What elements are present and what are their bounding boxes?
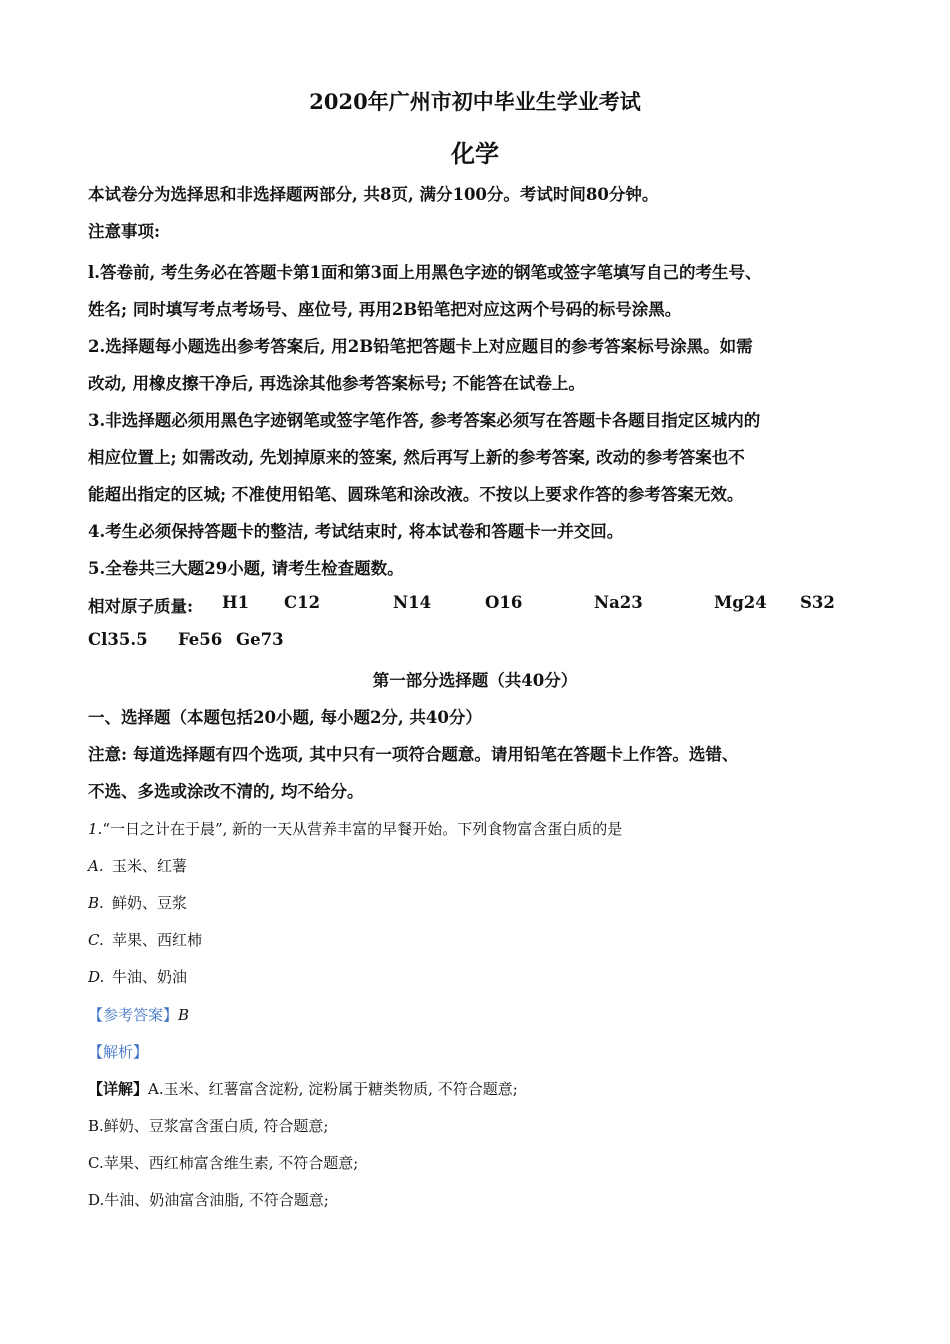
option-a bbox=[88, 855, 187, 876]
notice-line: 5.全卷共三大题29小题, 请考生检查题数。 bbox=[88, 559, 404, 578]
notice-line: 能超出指定的区城; 不准使用铅笔、圆珠笔和涂改液。不按以上要求作答的参考答案无效。 bbox=[88, 485, 744, 504]
subject-title: 化学 bbox=[451, 139, 499, 168]
option-letter: A. bbox=[88, 857, 104, 875]
option-text: 牛油、奶油 bbox=[112, 968, 188, 986]
option-c bbox=[88, 929, 202, 950]
atomic-mass: Cl35.5 bbox=[88, 630, 148, 649]
question-1 bbox=[88, 818, 622, 839]
notice-heading: 注意事项: bbox=[88, 222, 161, 241]
atomic-masses-row2 bbox=[0, 630, 950, 652]
detail-line: D.牛油、奶油富含油脂, 不符合题意; bbox=[88, 1191, 329, 1209]
option-letter: D. bbox=[88, 968, 105, 986]
section-heading: 一、选择题（本题包括20小题, 每小题2分, 共40分） bbox=[88, 708, 482, 727]
notice-line: 2.选择题每小题选出参考答案后, 用2B铅笔把答题卡上对应题目的参考答案标号涂黑。如需 bbox=[88, 337, 753, 356]
atomic-label: 相对原子质量: bbox=[88, 597, 194, 616]
option-letter: B. bbox=[88, 894, 104, 912]
atomic-mass: Na23 bbox=[594, 593, 643, 612]
notice-line: 3.非选择题必须用黑色字迹钢笔或签字笔作答, 参考答案必须写在答题卡各题目指定区城内的 bbox=[88, 411, 761, 430]
analysis-label: 【解析】 bbox=[88, 1043, 149, 1061]
answer-line bbox=[88, 1004, 189, 1025]
exam-title: 2020年广州市初中毕业生学业考试 bbox=[309, 89, 641, 114]
answer-label: 【参考答案】 bbox=[88, 1006, 179, 1024]
atomic-mass: O16 bbox=[485, 593, 523, 612]
detail-line: C.苹果、西红柿富含维生素, 不符合题意; bbox=[88, 1154, 359, 1172]
notice-line: 姓名; 同时填写考点考场号、座位号, 再用2B铅笔把对应这两个号码的标号涂黑。 bbox=[88, 300, 682, 319]
section-note: 注意: 每道选择题有四个选项, 其中只有一项符合题意。请用铅笔在答题卡上作答。选错、 bbox=[88, 745, 739, 764]
option-text: 玉米、红薯 bbox=[112, 857, 188, 875]
notice-line: 相应位置上; 如需改动, 先划掉原来的签案, 然后再写上新的参考答案, 改动的参考答案也不 bbox=[88, 448, 745, 467]
notice-line: 4.考生必须保持答题卡的整洁, 考试结束时, 将本试卷和答题卡一并交回。 bbox=[88, 522, 624, 541]
detail-label: 【详解】 bbox=[88, 1080, 149, 1098]
atomic-mass: S32 bbox=[800, 593, 835, 612]
atomic-mass: C12 bbox=[284, 593, 321, 612]
section-note: 不选、多选或涂改不清的, 均不给分。 bbox=[88, 782, 364, 801]
atomic-masses-row1 bbox=[0, 593, 950, 615]
atomic-mass: Mg24 bbox=[714, 593, 767, 612]
atomic-mass: N14 bbox=[393, 593, 432, 612]
atomic-mass: H1 bbox=[222, 593, 250, 612]
atomic-mass: Fe56 bbox=[178, 630, 223, 649]
notice-line: 改动, 用橡皮擦干净后, 再选涂其他参考答案标号; 不能答在试卷上。 bbox=[88, 374, 585, 393]
question-number: 1. bbox=[88, 820, 103, 838]
option-text: 苹果、西红柿 bbox=[112, 931, 203, 949]
detail-line: B.鲜奶、豆浆富含蛋白质, 符合题意; bbox=[88, 1117, 329, 1135]
atomic-mass: Ge73 bbox=[236, 630, 284, 649]
detail-line bbox=[88, 1078, 518, 1099]
detail-text: A.玉米、红薯富含淀粉, 淀粉属于糖类物质, 不符合题意; bbox=[148, 1080, 518, 1098]
option-text: 鲜奶、豆浆 bbox=[112, 894, 188, 912]
notice-line: l.答卷前, 考生务必在答题卡第1面和第3面上用黑色字迹的钢笔或签字笔填写自己的考生号、 bbox=[88, 263, 762, 282]
answer-value: B bbox=[178, 1006, 190, 1024]
part-heading: 第一部分选择题（共40分） bbox=[372, 671, 578, 690]
option-d bbox=[88, 966, 187, 987]
question-text: “一日之计在于晨”, 新的一天从营养丰富的早餐开始。下列食物富含蛋白质的是 bbox=[102, 820, 623, 838]
intro-text: 本试卷分为选择思和非选择题两部分, 共8页, 满分100分。考试时间80分钟。 bbox=[88, 185, 659, 204]
option-b bbox=[88, 892, 187, 913]
option-letter: C. bbox=[88, 931, 104, 949]
